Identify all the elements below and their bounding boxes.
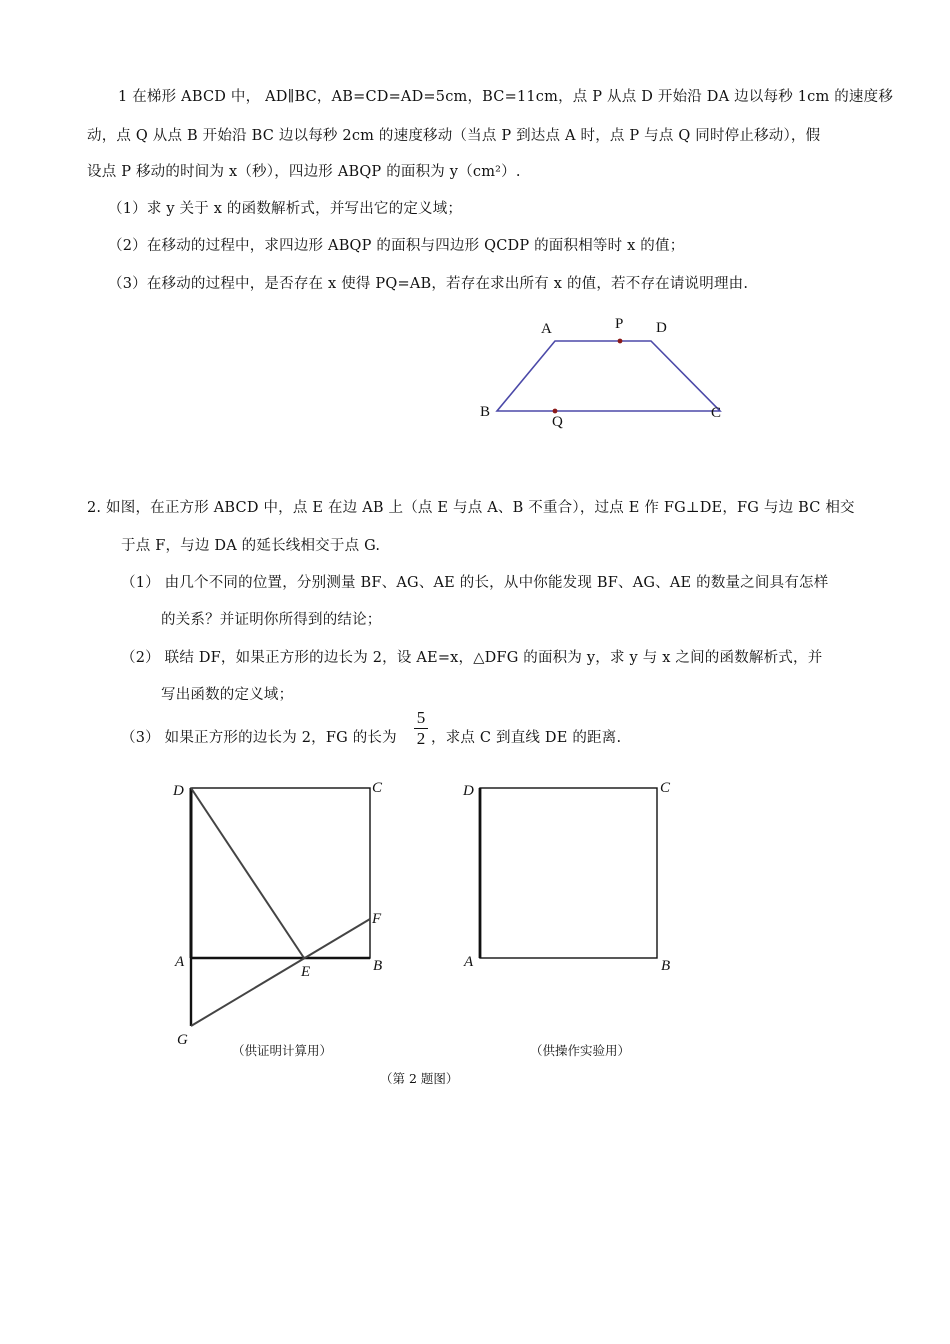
fraction-denominator: 2 [416,729,426,748]
point-p [618,339,623,344]
p2-question-3-pre: （3） 如果正方形的边长为 2，FG 的长为 [121,730,397,746]
label-d: D [656,320,667,336]
label-d: D [463,783,474,799]
label-a: A [175,954,185,970]
label-g: G [177,1032,188,1048]
trapezoid-shape [497,341,720,411]
caption-experiment-figure: （供操作实验用） [530,1043,631,1058]
p1-question-1: （1）求 y 关于 x 的函数解析式，并写出它的定义域； [108,201,463,217]
label-b: B [661,958,671,974]
p2-question-2-line-2: 写出函数的定义域； [161,687,294,703]
label-b: B [373,958,383,974]
caption-figure-2: （第 2 题图） [380,1071,459,1086]
p2-question-1-line-2: 的关系？并证明你所得到的结论； [161,612,382,628]
label-a: A [464,954,474,970]
p2-question-2-line-1: （2） 联结 DF，如果正方形的边长为 2，设 AE=x，△DFG 的面积为 y，求 y 与 x 之间的函数解析式，并 [121,650,823,666]
p1-line-1: 1 在梯形 ABCD 中， AD∥BC，AB=CD=AD=5cm，BC=11cm，点 P 从点 D 开始沿 DA 边以每秒 1cm 的速度移 [118,89,894,105]
label-b: B [480,404,491,420]
trapezoid-figure [470,308,730,438]
caption-proof-figure: （供证明计算用） [232,1043,333,1058]
point-q [553,409,558,414]
segment-gf [191,919,370,1026]
segment-de [191,788,304,958]
p2-line-1: 2. 如图，在正方形 ABCD 中，点 E 在边 AB 上（点 E 与点 A、B 不重合），过点 E 作 FG⊥DE，FG 与边 BC 相交 [87,500,855,516]
fraction-five-halves [414,709,428,748]
p2-question-1-line-1: （1） 由几个不同的位置，分别测量 BF、AG、AE 的长，从中你能发现 BF、AG、AE 的数量之间具有怎样 [121,575,829,591]
square-abcd [191,788,370,958]
label-p: P [615,316,624,332]
label-c: C [372,780,383,796]
label-f: F [372,911,382,927]
p1-line-3: 设点 P 移动的时间为 x（秒），四边形 ABQP 的面积为 y（cm²）. [87,164,521,180]
p1-question-2: （2）在移动的过程中，求四边形 ABQP 的面积与四边形 QCDP 的面积相等时 x 的值； [108,238,685,254]
p2-line-2: 于点 F，与边 DA 的延长线相交于点 G. [121,538,381,554]
label-a: A [541,321,552,337]
square-abcd-blank [480,788,657,958]
label-d: D [173,783,184,799]
p1-line-2: 动，点 Q 从点 B 开始沿 BC 边以每秒 2cm 的速度移动（当点 P 到达点 A 时，点 P 与点 Q 同时停止移动），假 [87,128,821,144]
square-figure-proof [160,770,400,1060]
p1-question-3: （3）在移动的过程中，是否存在 x 使得 PQ=AB，若存在求出所有 x 的值，若不存在请说明理由. [108,276,749,292]
square-figure-experiment [455,770,685,980]
label-c: C [711,405,722,421]
label-q: Q [552,414,563,430]
p2-question-3-post: ，求点 C 到直线 DE 的距离. [431,730,622,746]
label-c: C [660,780,671,796]
fraction-numerator: 5 [416,708,426,727]
label-e: E [301,964,311,980]
